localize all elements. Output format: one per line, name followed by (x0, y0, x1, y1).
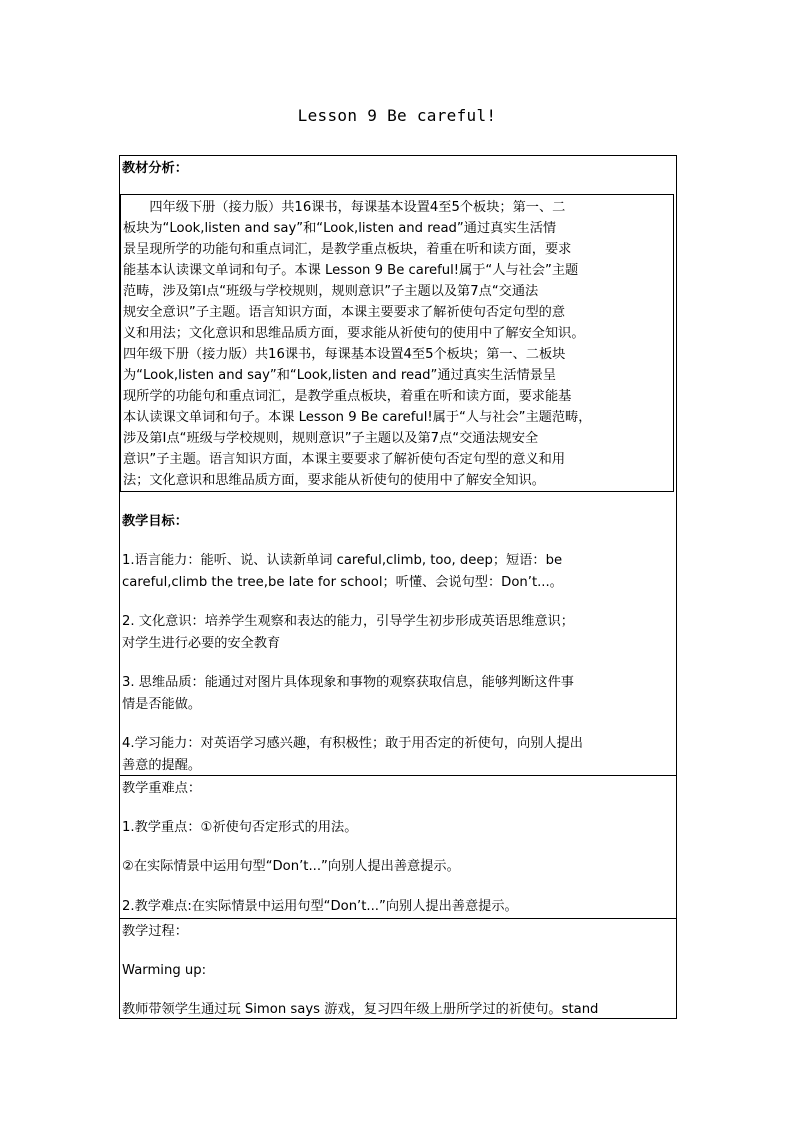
analysis-line: 现所学的功能句和重点词汇，是教学重点板块，着重在听和读方面，要求能基 (123, 389, 572, 404)
analysis-line: 法；文化意识和思维品质方面，要求能从祈使句的使用中了解安全知识。 (123, 473, 545, 488)
analysis-line: 范畴，涉及第I点“班级与学校规则，规则意识”子主题以及第7点“交通法 (123, 284, 539, 299)
analysis-line: 景呈现所学的功能句和重点词汇，是教学重点板块，着重在听和读方面，要求 (123, 242, 572, 257)
keypoint-line: 2.教学难点:在实际情景中运用句型“Don’t...”向别人提出善意提示。 (122, 899, 518, 914)
analysis-line: 涉及第I点“班级与学校规则，规则意识”子主题以及第7点“交通法规安全 (123, 431, 539, 446)
analysis-line: 板块为“Look,listen and say”和“Look,listen and read”通过真实生活情 (123, 221, 557, 236)
row-divider (120, 775, 676, 776)
keypoint-line: ②在实际情景中运用句型“Don’t...”向别人提出善意提示。 (122, 859, 460, 874)
objective-line: 1.语言能力：能听、说、认读新单词 careful,climb, too, deep；短语：be (122, 553, 563, 568)
objective-line: 善意的提醒。 (122, 758, 202, 773)
objective-line: 情是否能做。 (122, 697, 202, 712)
analysis-text-box (120, 194, 674, 492)
row-divider (120, 918, 676, 919)
objective-line: 3. 思维品质：能通过对图片具体现象和事物的观察获取信息，能够判断这件事 (122, 675, 574, 690)
keypoint-line: 1.教学重点：①祈使句否定形式的用法。 (122, 820, 358, 835)
objective-line: careful,climb the tree,be late for school；听懂、会说句型：Don’t...。 (122, 575, 563, 590)
analysis-line: 规安全意识”子主题。语言知识方面，本课主要要求了解祈使句否定句型的意 (123, 305, 566, 320)
lesson-plan-table (119, 155, 677, 1019)
analysis-heading: 教材分析： (122, 161, 188, 176)
analysis-line: 为“Look,listen and say”和“Look,listen and read”通过真实生活情景呈 (123, 368, 557, 383)
document-title: Lesson 9 Be careful! (297, 106, 497, 125)
analysis-line: 意识”子主题。语言知识方面，本课主要要求了解祈使句否定句型的意义和用 (123, 452, 566, 467)
analysis-line: 本认读课文单词和句子。本课 Lesson 9 Be careful!属于“人与社会”主题范畴， (123, 410, 592, 425)
analysis-line: 四年级下册（接力版）共16课书，每课基本设置4至5个板块；第一、二板块 (123, 347, 566, 362)
process-line: 教师带领学生通过玩 Simon says 游戏，复习四年级上册所学过的祈使句。stand (122, 1002, 599, 1017)
process-line: Warming up: (122, 963, 207, 978)
analysis-line: 能基本认读课文单词和句子。本课 Lesson 9 Be careful!属于“人与社会”主题 (123, 263, 579, 278)
process-heading: 教学过程： (122, 924, 188, 939)
objective-line: 对学生进行必要的安全教育 (122, 636, 281, 651)
objective-line: 4.学习能力：对英语学习感兴趣，有积极性；敢于用否定的祈使句，向别人提出 (122, 736, 583, 751)
keypoints-heading: 教学重难点： (122, 781, 202, 796)
analysis-line: 四年级下册（接力版）共16课书，每课基本设置4至5个板块；第一、二 (123, 200, 566, 215)
analysis-line: 义和用法；文化意识和思维品质方面，要求能从祈使句的使用中了解安全知识。 (123, 326, 585, 341)
objective-line: 2. 文化意识：培养学生观察和表达的能力，引导学生初步形成英语思维意识； (122, 614, 574, 629)
objectives-heading: 教学目标： (122, 514, 188, 529)
